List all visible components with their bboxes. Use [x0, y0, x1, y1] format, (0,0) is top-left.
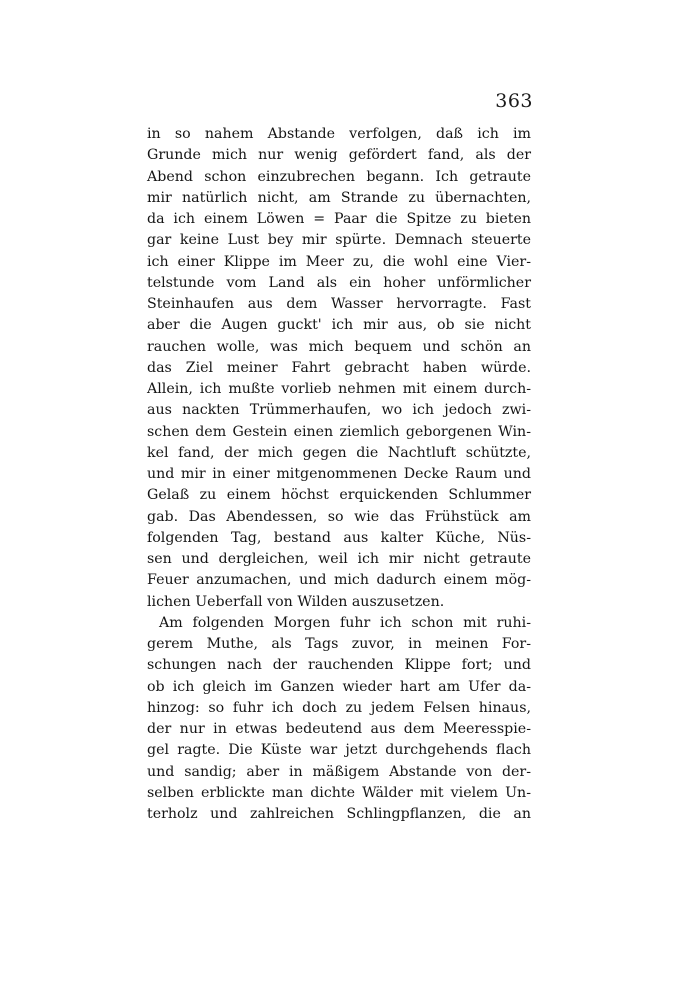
text-line: Gelaß zu einem höchst erquickenden Schlummer [147, 487, 531, 504]
text-line: in so nahem Abstande verfolgen, daß ich im [147, 126, 531, 142]
text-line: und mir in einer mitgenommenen Decke Raum und [147, 466, 531, 482]
text-line: Abend schon einzubrechen begann. Ich getraute [147, 168, 531, 185]
text-line: gab. Das Abendessen, so wie das Frühstück am [147, 508, 531, 525]
text-line: aber die Augen guckt' ich mir aus, ob sie nicht [147, 317, 531, 334]
text-line: hinzog: so fuhr ich doch zu jedem Felsen hinaus, [147, 699, 531, 716]
page-number: 363 [495, 90, 533, 112]
text-line: ich einer Klippe im Meer zu, die wohl eine Vier- [147, 253, 531, 270]
text-line: Grunde mich nur wenig gefördert fand, als der [147, 147, 531, 164]
text-line: lichen Ueberfall von Wilden auszusetzen. [147, 593, 445, 610]
text-line: Allein, ich mußte vorlieb nehmen mit einem durch- [147, 381, 531, 397]
text-line: sen und dergleichen, weil ich mir nicht getraute [147, 551, 531, 567]
text-line: Steinhaufen aus dem Wasser hervorragte. Fast [147, 296, 531, 312]
text-line: gar keine Lust bey mir spürte. Demnach steuerte [147, 232, 531, 249]
text-line: da ich einem Löwen = Paar die Spitze zu bieten [147, 211, 531, 227]
body-text [147, 124, 531, 825]
text-line: Am folgenden Morgen fuhr ich schon mit ruhi- [159, 614, 531, 631]
text-line: mir natürlich nicht, am Strande zu übernachten, [147, 189, 531, 206]
text-line: telstunde vom Land als ein hoher unförmlicher [147, 274, 531, 291]
text-line: gerem Muthe, als Tags zuvor, in meinen For- [147, 636, 531, 652]
text-line: das Ziel meiner Fahrt gebracht haben würde. [147, 359, 531, 376]
text-line: Feuer anzumachen, und mich dadurch einem mög- [147, 572, 531, 589]
text-line: kel fand, der mich gegen die Nachtluft schützte, [147, 444, 531, 461]
text-line: ob ich gleich im Ganzen wieder hart am Ufer da- [147, 678, 531, 695]
text-line: schungen nach der rauchenden Klippe fort; und [147, 657, 531, 674]
text-line: rauchen wolle, was mich bequem und schön an [147, 338, 531, 355]
text-line: und sandig; aber in mäßigem Abstande von der- [147, 763, 531, 780]
text-line: aus nackten Trümmerhaufen, wo ich jedoch zwi- [147, 402, 531, 419]
text-line: folgenden Tag, bestand aus kalter Küche, Nüs- [147, 529, 531, 546]
text-line: gel ragte. Die Küste war jetzt durchgehends flach [147, 742, 531, 759]
text-line: terholz und zahlreichen Schlingpflanzen, die an [147, 806, 531, 822]
text-line: selben erblickte man dichte Wälder mit vielem Un- [147, 784, 531, 801]
text-line: schen dem Gestein einen ziemlich geborgenen Win- [147, 423, 531, 440]
text-line: der nur in etwas bedeutend aus dem Meeresspie- [147, 721, 531, 737]
